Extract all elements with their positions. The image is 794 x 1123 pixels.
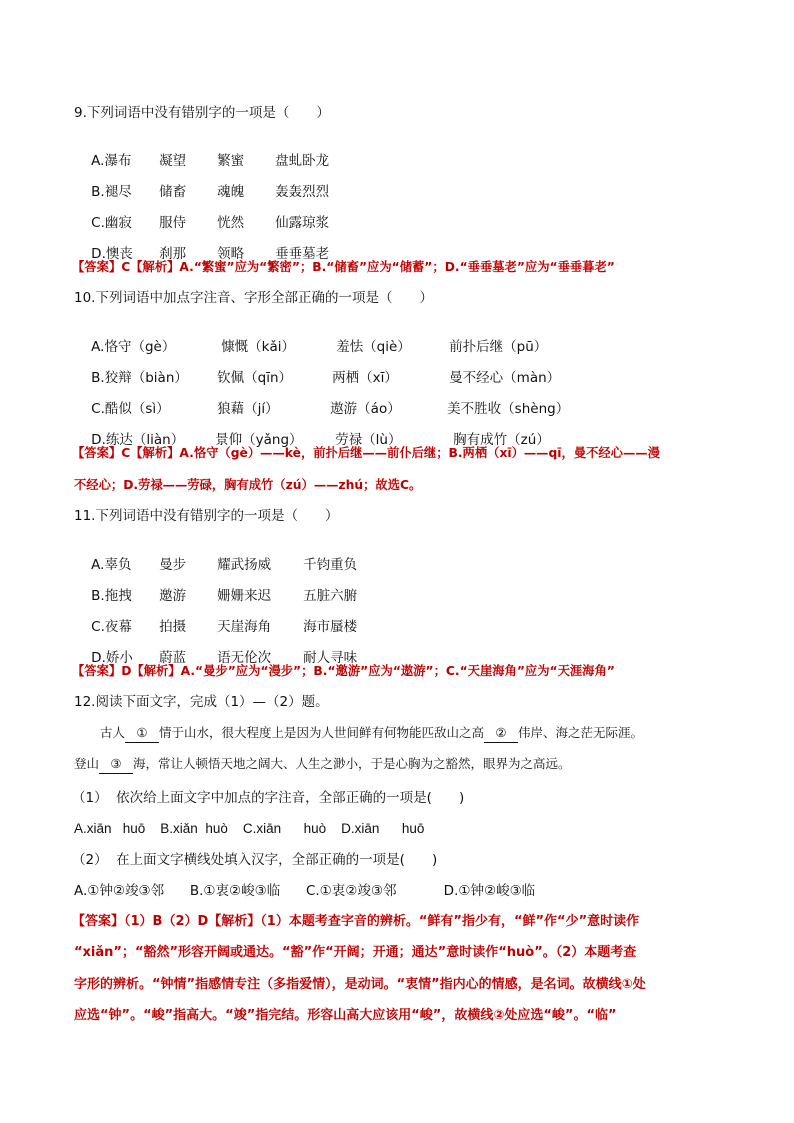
answer-body: C【解析】A.“繁蜜”应为“繁密”；B.“储畜”应为“储蓄”；D.“垂垂墓老”应为“垂垂暮老” — [121, 260, 615, 274]
question-12-sub-1: （1） 依次给上面文字中加点的字注音，全部正确的一项是( ) — [72, 790, 465, 806]
option-text: A.辜负 — [91, 557, 132, 573]
option-text: C.酷似（sì） — [91, 401, 170, 417]
option-text: C.夜幕 — [91, 619, 132, 635]
option-text: B.拖拽 — [91, 588, 132, 604]
option-word: 恍然 — [217, 215, 245, 231]
option-word: 耐人寻味 — [303, 650, 358, 666]
question-10-answer-line-2: 不经心；D.劳禄——劳碌，胸有成竹（zú）——zhú；故选C。 — [74, 478, 422, 492]
question-10-answer-line-1 — [72, 444, 660, 462]
option-word: 刹那 — [159, 246, 187, 262]
answer-body: （1）B（2）D【解析】（1）本题考查字音的辨析。“鲜有”指少有，“鲜”作“少”意时读作 — [124, 914, 640, 929]
question-10-title: 10.下列词语中加点字注音、字形全部正确的一项是（ ） — [74, 290, 433, 306]
option-word: 凝望 — [159, 153, 187, 169]
option-text: C.幽寂 — [91, 215, 132, 231]
question-12-answer-line-4: 应选“钟”。“峻”指高大。“竣”指完结。形容山高大应该用“峻”，故横线②处应选“峻”。“临” — [74, 1008, 617, 1023]
option-word: 五脏六腑 — [303, 588, 358, 604]
question-9-title: 9.下列词语中没有错别字的一项是（ ） — [74, 105, 330, 121]
answer-tag: 【答案】 — [72, 664, 122, 678]
option-word: 语无伦次 — [217, 650, 272, 666]
option-word: 两栖（xī） — [332, 370, 398, 386]
option-text: A.瀑布 — [91, 153, 132, 169]
answer-body: D【解析】A.“曼步”应为“漫步”；B.“邀游”应为“遨游”；C.“天崖海角”应为“天涯海角” — [121, 664, 615, 678]
question-12-sub-2-options: A.①钟②竣③邻 B.①衷②峻③临 C.①衷②竣③邻 D.①钟②峻③临 — [74, 883, 536, 899]
passage-text: 古人 — [100, 725, 126, 740]
option-word: 邀游 — [159, 588, 187, 604]
option-word: 拍摄 — [159, 619, 187, 635]
option-word: 狼藉（jí） — [217, 401, 279, 417]
option-word: 繁蜜 — [217, 153, 245, 169]
question-12-answer-line-1 — [72, 913, 639, 931]
option-word: 魂魄 — [217, 184, 245, 200]
option-word: 储畜 — [159, 184, 187, 200]
option-word: 羞怯（qiè） — [336, 339, 411, 355]
blank-2: ② — [484, 724, 518, 743]
passage-text: 登山 — [74, 756, 100, 771]
option-text: B.狡辩（biàn） — [91, 370, 188, 386]
option-word: 胸有成竹（zú） — [453, 432, 550, 448]
option-text: D.练达（liàn） — [91, 432, 185, 448]
question-12-title: 12.阅读下面文字，完成（1）—（2）题。 — [74, 694, 329, 710]
question-12-answer-line-3: 字形的辨析。“钟情”指感情专注（多指爱情），是动词。“衷情”指内心的情感，是名词。故横线①处 — [74, 977, 646, 992]
answer-body: C【解析】A.恪守（gè）——kè，前扑后继——前仆后继；B.两栖（xī）——qī，曼不经心——漫 — [121, 446, 660, 460]
question-12-sub-1-options: A.xiān huō B.xiǎn huò C.xiān huò D.xiān huō — [74, 821, 425, 836]
option-text: A.恪守（gè） — [91, 339, 176, 355]
question-11-answer — [72, 662, 615, 680]
option-word: 千钧重负 — [303, 557, 358, 573]
question-11-title: 11.下列词语中没有错别字的一项是（ ） — [74, 508, 339, 524]
option-word: 天崖海角 — [217, 619, 272, 635]
option-word: 钦佩（qīn） — [217, 370, 293, 386]
option-text: D.娇小 — [91, 650, 133, 666]
option-word: 蔚蓝 — [159, 650, 187, 666]
question-9-answer — [72, 258, 615, 276]
option-word: 劳禄（lù） — [335, 432, 402, 448]
option-text: B.褪尽 — [91, 184, 132, 200]
option-word: 姗姗来迟 — [217, 588, 272, 604]
option-word: 美不胜收（shèng） — [447, 401, 570, 417]
passage-text: 海，常让人顿悟天地之阔大、人生之渺小，于是心胸为之豁然，眼界为之高远。 — [133, 756, 571, 771]
option-word: 领略 — [217, 246, 245, 262]
answer-tag: 【答案】 — [72, 260, 122, 274]
question-12-answer-line-2: “xiǎn”；“豁然”形容开阔或通达。“豁”作“开阔；开通；通达”意时读作“huò”。（2）本题考查 — [74, 945, 637, 960]
question-12-passage-line-1 — [100, 724, 643, 743]
option-word: 前扑后继（pū） — [449, 339, 548, 355]
passage-text: 伟岸、海之茫无际涯。 — [518, 725, 644, 740]
option-word: 景仰（yǎng） — [215, 432, 303, 448]
answer-tag: 【答案】 — [72, 914, 125, 929]
option-word: 盘虬卧龙 — [275, 153, 330, 169]
option-word: 慷慨（kǎi） — [221, 339, 296, 355]
option-word: 曼不经心（màn） — [449, 370, 561, 386]
blank-1: ① — [125, 724, 159, 743]
blank-3: ③ — [99, 755, 133, 774]
option-word: 曼步 — [159, 557, 187, 573]
option-word: 海市蜃楼 — [303, 619, 358, 635]
option-word: 服侍 — [159, 215, 187, 231]
option-word: 耀武扬威 — [217, 557, 272, 573]
option-word: 轰轰烈烈 — [275, 184, 330, 200]
answer-tag: 【答案】 — [72, 446, 122, 460]
option-word: 垂垂墓老 — [275, 246, 330, 262]
option-word: 遨游（áo） — [330, 401, 401, 417]
option-text: D.懊丧 — [91, 246, 133, 262]
question-12-passage-line-2 — [74, 755, 571, 774]
option-word: 仙露琼浆 — [275, 215, 330, 231]
passage-text: 情于山水，很大程度上是因为人世间鲜有何物能匹敌山之高 — [159, 725, 485, 740]
question-12-sub-2: （2） 在上面文字横线处填入汉字，全部正确的一项是( ) — [72, 852, 438, 868]
